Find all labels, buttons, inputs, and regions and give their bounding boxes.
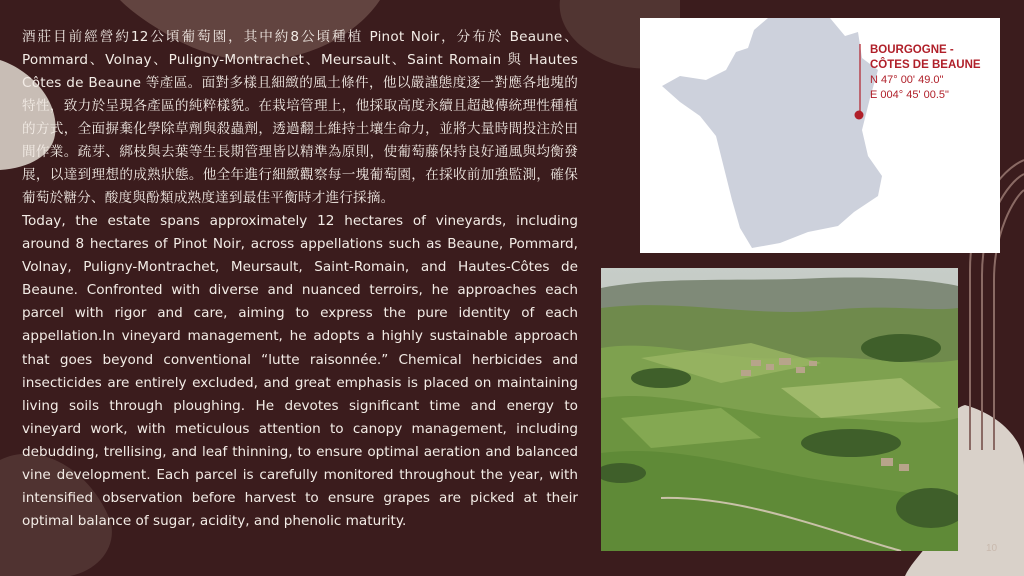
page-number: 10 [986,543,998,554]
map-label [870,43,981,103]
location-dot-icon [855,111,864,120]
region-name-line2: CÔTES DE BEAUNE [870,59,981,71]
paragraph-english: Today, the estate spans approximately 12 hectares of vineyards, including around 8 hectares of Pinot Noir, across appellations such as Beaune, Pommard, Volnay, Puligny-Montrachet, Meursault, Saint-Romain, and Hautes-Côtes de Beaune. Confronted with diverse and nuanced terroirs, he approaches each parcel with rigor and care, aiming to express the pure identity of each appellation.In vineyard management, he adopts a highly sustainable approach that goes beyond conventional “lutte raisonnée.” Chemical herbicides and insecticides are entirely excluded, and great emphasis is placed on maintaining living soils through ploughing. He devotes significant time and energy to vineyard work, with meticulous attention to canopy management, including debudding, trellising, and leaf thinning, to ensure optimal aeration and balanced vine development. Each parcel is carefully monitored throughout the year, with intensified observation before harvest to ensure grapes are picked at their optimal balance of sugar, acidity, and phenolic maturity. [22,213,578,530]
body-text [22,26,578,533]
region-name-line1: BOURGOGNE - [870,44,954,56]
coordinate-north: N 47° 00' 49.0" [870,74,944,86]
coordinate-east: E 004° 45' 00.5" [870,89,949,101]
paragraph-chinese: 酒莊目前經營約12公頃葡萄園，其中約8公頃種植 Pinot Noir，分布於 Beaune、Pommard、Volnay、Puligny-Montrachet、Meursault、Saint Romain 與 Hautes Côtes de Beaune 等產區。面對多樣且細緻的風土條件，他以嚴謹態度逐一對應各地塊的特性，致力於呈現各產區的純粹樣貌。在栽培管理上，他採取高度永續且超越傳統理性種植的方式，全面摒棄化學除草劑與殺蟲劑，透過翻土維持土壤生命力，並將大量時間投注於田間作業。疏芽、綁枝與去葉等生長期管理皆以精準為原則，使葡萄藤保持良好通風與均衡發展，以達到理想的成熟狀態。他全年進行細緻觀察每一塊葡萄園，在採收前加強監測，確保葡萄於糖分、酸度與酚類成熟度達到最佳平衡時才進行採摘。 [22,29,578,206]
vineyard-landscape-photo [601,268,958,551]
vineyard-photo [601,268,958,551]
